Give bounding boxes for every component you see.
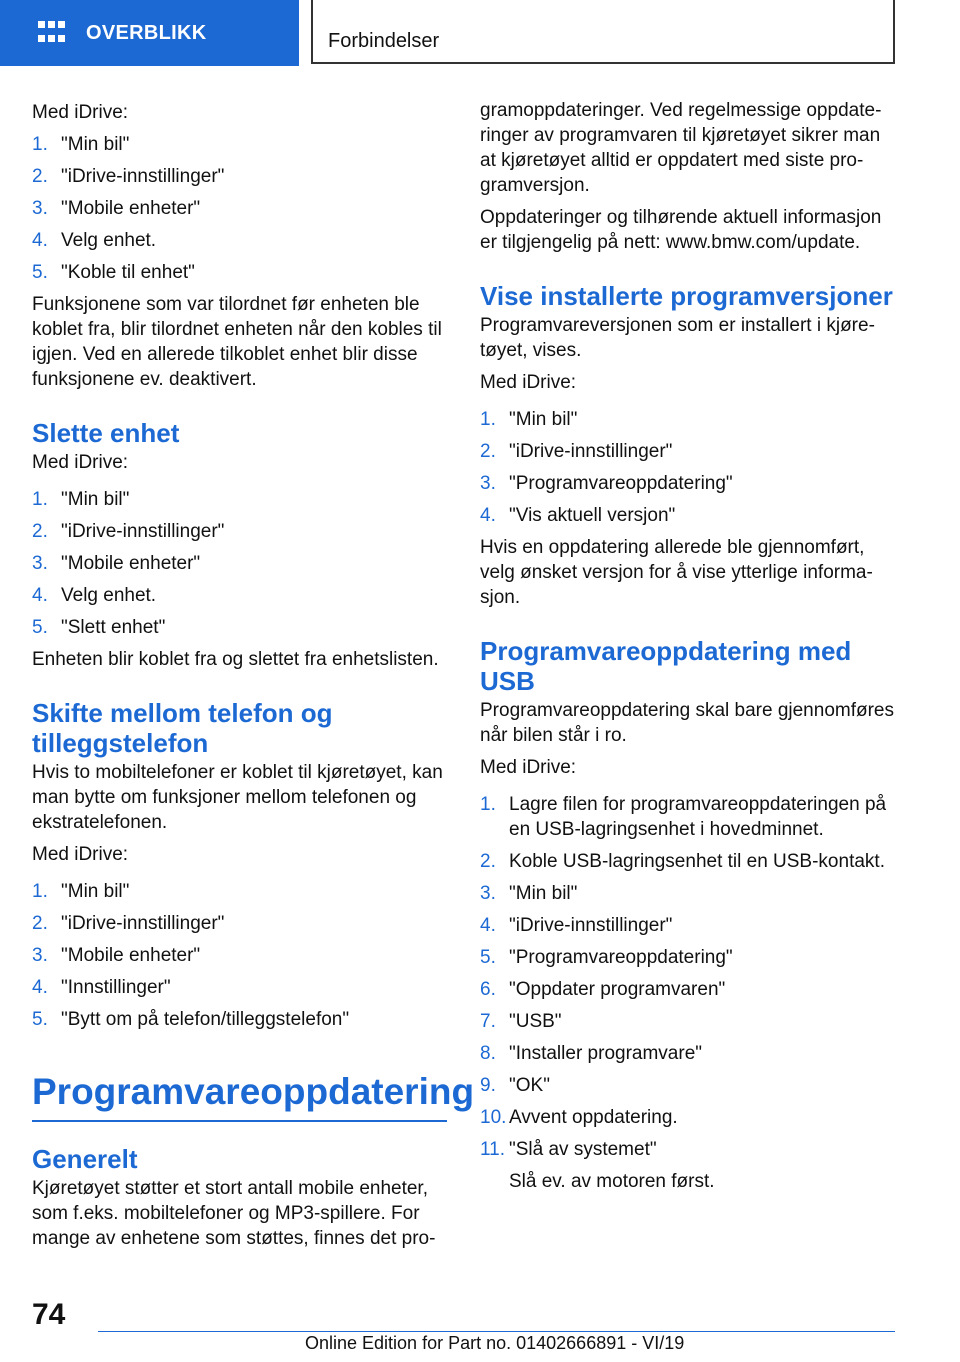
page-header (0, 0, 960, 66)
overview-tab[interactable] (0, 0, 299, 66)
step-text: "Min bil" (61, 489, 130, 510)
usb-steps (480, 792, 898, 1194)
installed-heading: Vise installerte programversjoner (480, 281, 893, 311)
step-text: "Min bil" (509, 883, 578, 904)
list-item (480, 439, 898, 464)
step-text: "Innstillinger" (61, 977, 171, 998)
step-number: 5. (480, 947, 496, 968)
step-number: 4. (480, 915, 496, 936)
step-text: "Koble til enhet" (61, 262, 195, 283)
step-number: 2. (32, 166, 48, 187)
step-text: "iDrive-innstillinger" (509, 915, 673, 936)
intro-steps (32, 132, 447, 285)
info-text: Oppdateringer og tilhørende aktuell informasjon er tilgjengelig på nett: www.bmw.com/update. (480, 207, 882, 253)
list-item (480, 1041, 898, 1066)
step-number: 4. (32, 977, 48, 998)
installed-steps (480, 407, 898, 528)
list-item (480, 1137, 898, 1194)
step-number: 11. (480, 1139, 506, 1160)
heading-rule (32, 1120, 447, 1122)
step-text: "Vis aktuell versjon" (509, 505, 676, 526)
switch-label: Med iDrive: (32, 844, 129, 865)
list-item (480, 503, 898, 528)
step-number: 3. (32, 945, 48, 966)
list-item (32, 196, 447, 221)
list-item (480, 471, 898, 496)
step-text: Velg enhet. (61, 230, 157, 251)
step-text: "Oppdater programvaren" (509, 979, 726, 1000)
step-text: "iDrive-innstillinger" (61, 521, 225, 542)
left-column (32, 100, 475, 1258)
general-heading: Generelt (32, 1144, 138, 1174)
list-item (32, 487, 447, 512)
list-item (480, 1105, 898, 1130)
usb-label: Med iDrive: (480, 757, 577, 778)
footer-rule (98, 1331, 895, 1332)
list-item (32, 1007, 447, 1032)
step-number: 1. (480, 409, 496, 430)
step-text: "USB" (509, 1011, 562, 1032)
delete-note: Enheten blir koblet fra og slettet fra enhetslisten. (32, 649, 439, 670)
step-text: Lagre filen for programvareoppdateringen på en USB-lagringsenhet i hovedminnet. (509, 794, 887, 840)
step-number: 2. (32, 913, 48, 934)
step-number: 3. (480, 473, 496, 494)
step-number: 1. (32, 134, 48, 155)
list-item (480, 407, 898, 432)
list-item (480, 945, 898, 970)
step-text: "Slett enhet" (61, 617, 166, 638)
section-tab (311, 0, 895, 64)
step-text: "Bytt om på telefon/tilleggstelefon" (61, 1009, 350, 1030)
step-text: "Mobile enheter" (61, 945, 201, 966)
step-number: 7. (480, 1011, 496, 1032)
step-text: Avvent oppdatering. (509, 1107, 678, 1128)
list-item (32, 975, 447, 1000)
step-text: "Programvareoppdatering" (509, 947, 733, 968)
general-text: Kjøretøyet støtter et stort antall mobile enheter, som f.eks. mobiltelefoner og MP3-spillere. For mange av enhetene som støttes, finnes det pro- (32, 1178, 436, 1249)
list-item (32, 551, 447, 576)
list-item (480, 1009, 898, 1034)
list-item (480, 881, 898, 906)
general-cont: gramoppdateringer. Ved regelmessige oppdateringer av programvaren til kjøretøyet sikrer man at kjøretøyet alltid er oppdatert med siste programversjon. (480, 100, 882, 196)
step-text: "iDrive-innstillinger" (509, 441, 673, 462)
step-number: 3. (480, 883, 496, 904)
switch-steps (32, 879, 447, 1032)
step-text: "iDrive-innstillinger" (61, 913, 225, 934)
usb-heading: Programvareoppdatering med USB (480, 636, 852, 696)
list-item (32, 260, 447, 285)
list-item (32, 132, 447, 157)
step-number: 2. (480, 851, 496, 872)
delete-label: Med iDrive: (32, 452, 129, 473)
list-item (480, 1073, 898, 1098)
list-item (32, 228, 447, 253)
list-item (32, 615, 447, 640)
step-text: "Mobile enheter" (61, 553, 201, 574)
list-item (480, 792, 898, 842)
installed-text: Programvareversjonen som er installert i kjøretøyet, vises. (480, 315, 875, 361)
step-number: 1. (32, 881, 48, 902)
step-number: 4. (32, 230, 48, 251)
delete-steps (32, 487, 447, 640)
step-number: 5. (32, 617, 48, 638)
right-column (480, 98, 898, 1201)
list-item (32, 519, 447, 544)
step-text: "Installer programvare" (509, 1043, 703, 1064)
step-number: 3. (32, 553, 48, 574)
step-number: 5. (32, 262, 48, 283)
step-number: 4. (480, 505, 496, 526)
step-number: 4. (32, 585, 48, 606)
step-text: "iDrive-innstillinger" (61, 166, 225, 187)
step-number: 9. (480, 1075, 496, 1096)
list-item (480, 849, 898, 874)
step-number: 2. (32, 521, 48, 542)
step-number: 1. (480, 794, 496, 815)
step-number: 10. (480, 1107, 507, 1128)
page-number: 74 (32, 1298, 66, 1331)
step-number: 1. (32, 489, 48, 510)
step-text: Koble USB-lagringsenhet til en USB-kontakt. (509, 851, 885, 872)
update-heading: Programvareoppdatering (32, 1071, 475, 1112)
list-item (32, 583, 447, 608)
switch-heading: Skifte mellom telefon og tilleggstelefon (32, 698, 333, 758)
step-subtext: Slå ev. av motoren først. (509, 1171, 715, 1192)
intro-label: Med iDrive: (32, 102, 129, 123)
grid-icon (38, 21, 66, 45)
overview-label: OVERBLIKK (86, 21, 207, 44)
list-item (32, 164, 447, 189)
step-number: 3. (32, 198, 48, 219)
intro-note: Funksjonene som var tilordnet før enheten ble koblet fra, blir tilordnet enheten når den kobles til igjen. Ved en allerede tilkoblet enhet blir disse funksjonene ev. deaktivert. (32, 294, 442, 390)
usb-text: Programvareoppdatering skal bare gjennomføres når bilen står i ro. (480, 700, 894, 746)
section-label: Forbindelser (328, 30, 440, 52)
edition-text: Online Edition for Part no. 01402666891 - VI/19 (305, 1333, 685, 1353)
list-item (32, 943, 447, 968)
step-text: "Mobile enheter" (61, 198, 201, 219)
step-text: "Slå av systemet" (509, 1139, 657, 1160)
step-text: "Min bil" (61, 134, 130, 155)
delete-heading: Slette enhet (32, 418, 180, 448)
step-text: "Min bil" (61, 881, 130, 902)
step-text: "Min bil" (509, 409, 578, 430)
step-text: "Programvareoppdatering" (509, 473, 733, 494)
step-number: 2. (480, 441, 496, 462)
switch-text: Hvis to mobiltelefoner er koblet til kjøretøyet, kan man bytte om funksjoner mellom telefonen og ekstratelefonen. (32, 762, 443, 833)
list-item (480, 977, 898, 1002)
step-text: "OK" (509, 1075, 550, 1096)
step-number: 5. (32, 1009, 48, 1030)
step-text: Velg enhet. (61, 585, 157, 606)
installed-note: Hvis en oppdatering allerede ble gjennomført, velg ønsket versjon for å vise ytterlige informasjon. (480, 537, 873, 608)
installed-label: Med iDrive: (480, 372, 577, 393)
step-number: 8. (480, 1043, 496, 1064)
list-item (480, 913, 898, 938)
step-number: 6. (480, 979, 496, 1000)
list-item (32, 911, 447, 936)
list-item (32, 879, 447, 904)
